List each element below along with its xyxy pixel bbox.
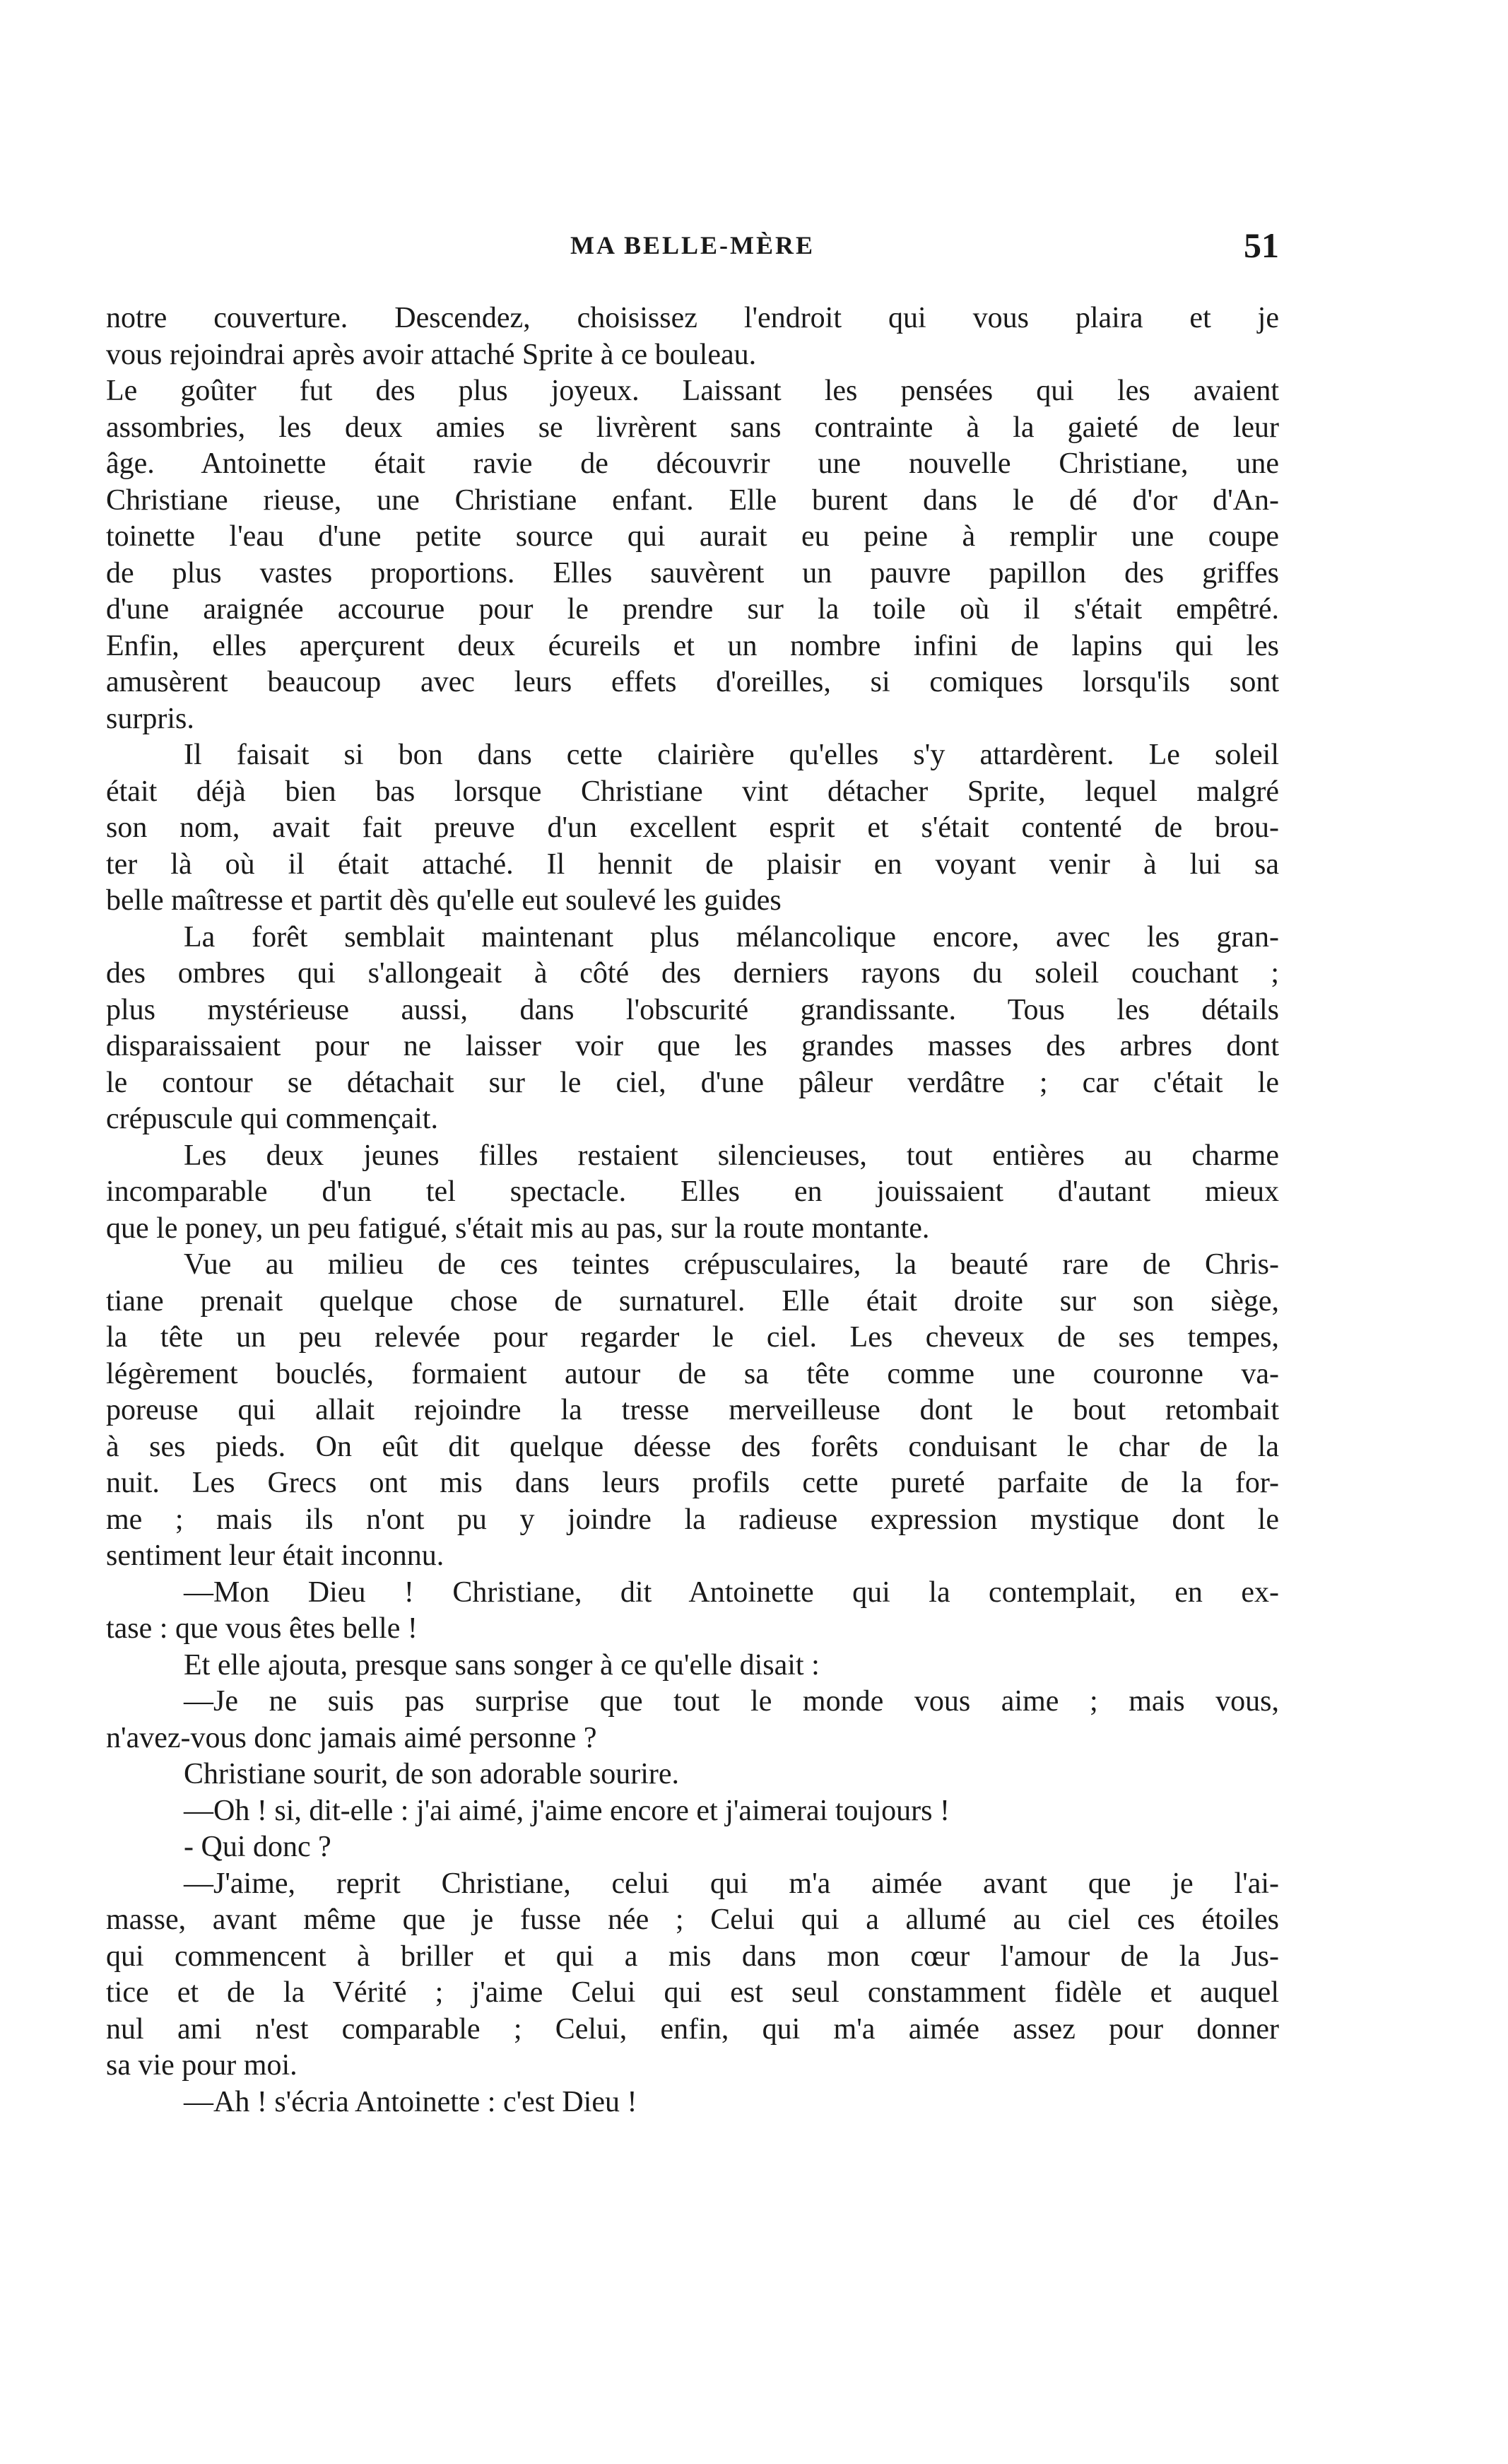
text-line: Vue au milieu de ces teintes crépusculaires, la beauté rare de Chris-: [184, 1248, 1279, 1281]
text-line: —Je ne suis pas surprise que tout le monde vous aime ; mais vous,: [184, 1685, 1279, 1718]
text-line: masse, avant même que je fusse née ; Celui qui a allumé au ciel ces étoiles: [106, 1903, 1279, 1936]
text-line: incomparable d'un tel spectacle. Elles en jouissaient d'autant mieux: [106, 1175, 1279, 1208]
text-line: —Ah ! s'écria Antoinette : c'est Dieu !: [184, 2085, 637, 2118]
text-line: tase : que vous êtes belle !: [106, 1612, 418, 1645]
text-line: était déjà bien bas lorsque Christiane vint détacher Sprite, lequel malgré: [106, 775, 1279, 808]
text-line: vous rejoindrai après avoir attaché Sprite à ce bouleau.: [106, 338, 757, 371]
text-line: nuit. Les Grecs ont mis dans leurs profils cette pureté parfaite de la for-: [106, 1467, 1279, 1499]
text-line: Il faisait si bon dans cette clairière qu'elles s'y attardèrent. Le soleil: [184, 739, 1279, 771]
text-line: amusèrent beaucoup avec leurs effets d'oreilles, si comiques lorsqu'ils sont: [106, 666, 1279, 698]
page-number: 51: [1244, 225, 1279, 265]
text-line: le contour se détachait sur le ciel, d'une pâleur verdâtre ; car c'était le: [106, 1066, 1279, 1099]
text-line: nul ami n'est comparable ; Celui, enfin, qui m'a aimée assez pour donner: [106, 2012, 1279, 2046]
text-line: ter là où il était attaché. Il hennit de plaisir en voyant venir à lui sa: [106, 847, 1279, 881]
text-line: poreuse qui allait rejoindre la tresse merveilleuse dont le bout retombait: [106, 1394, 1279, 1426]
text-line: crépuscule qui commençait.: [106, 1103, 438, 1135]
text-line: Le goûter fut des plus joyeux. Laissant les pensées qui les avaient: [106, 375, 1279, 407]
running-title: MA BELLE-MÈRE: [570, 231, 815, 259]
text-line: la tête un peu relevée pour regarder le ciel. Les cheveux de ses tempes,: [106, 1321, 1279, 1354]
text-line: n'avez-vous donc jamais aimé personne ?: [106, 1721, 597, 1754]
text-line: plus mystérieuse aussi, dans l'obscurité grandissante. Tous les détails: [106, 993, 1279, 1026]
text-line: belle maîtresse et partit dès qu'elle eut soulevé les guides: [106, 884, 782, 917]
text-line: de plus vastes proportions. Elles sauvèrent un pauvre papillon des griffes: [106, 556, 1279, 589]
text-line: me ; mais ils n'ont pu y joindre la radieuse expression mystique dont le: [106, 1503, 1279, 1536]
text-line: légèrement bouclés, formaient autour de sa tête comme une couronne va-: [106, 1357, 1279, 1390]
text-line: - Qui donc ?: [184, 1831, 331, 1863]
text-line: son nom, avait fait preuve d'un excellent esprit et s'était contenté de brou-: [106, 811, 1279, 844]
text-line: tiane prenait quelque chose de surnaturel. Elle était droite sur son siège,: [106, 1284, 1279, 1318]
text-line: Christiane rieuse, une Christiane enfant. Elle burent dans le dé d'or d'An-: [106, 483, 1279, 517]
text-line: à ses pieds. On eût dit quelque déesse des forêts conduisant le char de la: [106, 1430, 1279, 1463]
text-line: tice et de la Vérité ; j'aime Celui qui est seul constamment fidèle et auquel: [106, 1976, 1279, 2009]
text-line: que le poney, un peu fatigué, s'était mis au pas, sur la route montante.: [106, 1212, 930, 1245]
text-line: Christiane sourit, de son adorable sourire.: [184, 1758, 679, 1790]
text-line: âge. Antoinette était ravie de découvrir une nouvelle Christiane, une: [106, 447, 1279, 480]
text-line: notre couverture. Descendez, choisissez l'endroit qui vous plaira et je: [106, 302, 1279, 334]
text-line: —Oh ! si, dit-elle : j'ai aimé, j'aime encore et j'aimerai toujours !: [184, 1794, 950, 1827]
text-line: assombries, les deux amies se livrèrent sans contrainte à la gaieté de leur: [106, 411, 1279, 444]
text-line: toinette l'eau d'une petite source qui aurait eu peine à remplir une coupe: [106, 520, 1279, 553]
text-line: surpris.: [106, 702, 194, 735]
text-line: Enfin, elles aperçurent deux écureils et un nombre infini de lapins qui les: [106, 629, 1279, 662]
text-line: —Mon Dieu ! Christiane, dit Antoinette qui la contemplait, en ex-: [184, 1576, 1279, 1609]
text-line: des ombres qui s'allongeait à côté des derniers rayons du soleil couchant ;: [106, 957, 1279, 990]
text-line: d'une araignée accourue pour le prendre sur la toile où il s'était empêtré.: [106, 593, 1279, 626]
text-line: La forêt semblait maintenant plus mélancolique encore, avec les gran-: [184, 920, 1279, 954]
text-line: Les deux jeunes filles restaient silencieuses, tout entières au charme: [184, 1139, 1279, 1172]
text-line: disparaissaient pour ne laisser voir que les grandes masses des arbres dont: [106, 1030, 1279, 1062]
text-line: —J'aime, reprit Christiane, celui qui m'a aimée avant que je l'ai-: [184, 1867, 1279, 1900]
text-line: Et elle ajouta, presque sans songer à ce qu'elle disait :: [184, 1648, 820, 1682]
body-text: [106, 300, 1279, 2120]
page-header: [106, 225, 1279, 267]
text-line: sentiment leur était inconnu.: [106, 1539, 444, 1572]
text-line: sa vie pour moi.: [106, 2049, 298, 2082]
text-line: qui commencent à briller et qui a mis dans mon cœur l'amour de la Jus-: [106, 1940, 1279, 1973]
